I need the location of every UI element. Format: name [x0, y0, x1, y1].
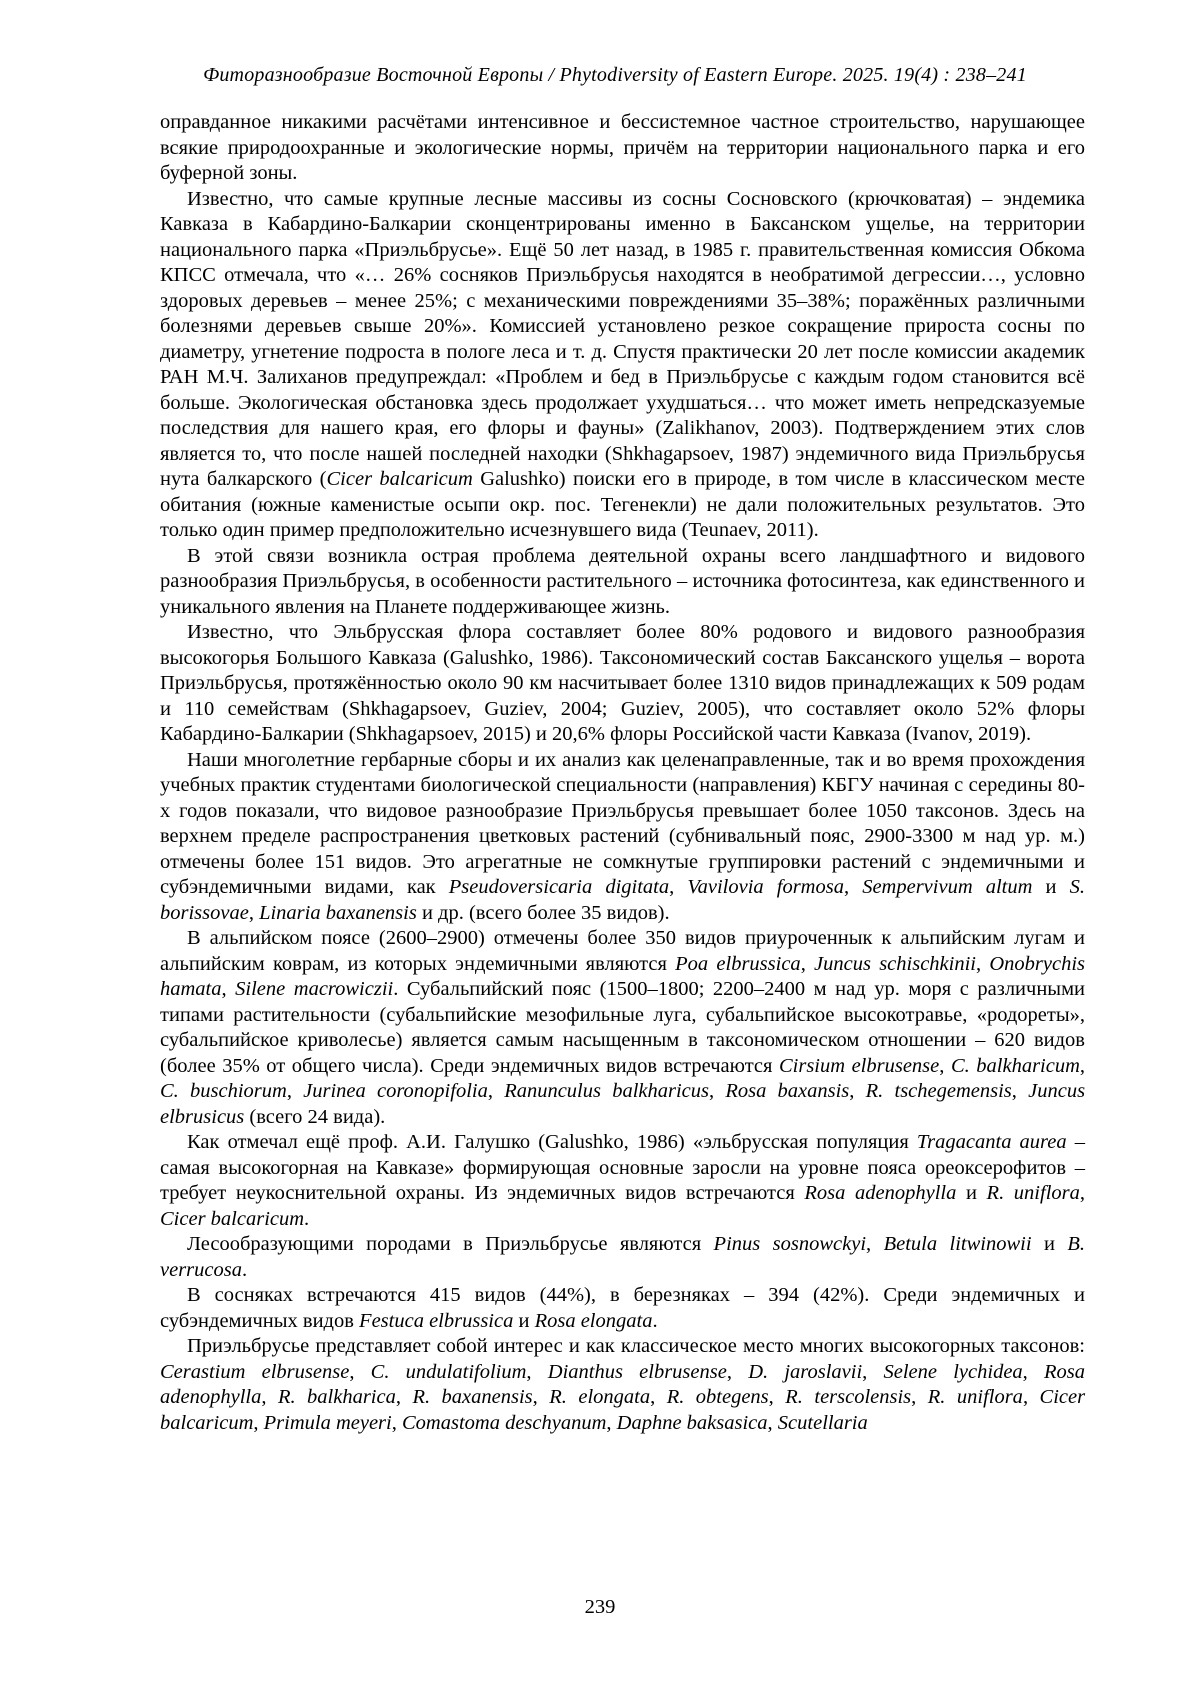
species-name-italic: Tragacanta aurea [916, 1131, 1067, 1153]
text-run: , [1022, 1360, 1045, 1383]
text-run: (всего 24 вида). [244, 1105, 386, 1128]
text-run: , [866, 1233, 884, 1255]
text-run: . Субальпийский пояс (1500–1800; 2200–2400 м над ур. моря с различными типами растительности (субальпийские мезофильные луга, субальпийское высокотравье, «родореты», субальпийское криволесье) является самым насыщенным в таксономическом отношении – 620 видов (более 35% от общего числа). Среди эндемичных видов встречаются [160, 978, 1086, 1077]
species-name-italic: C. undulatifolium [370, 1360, 527, 1383]
species-name-italic: R. tschegemensis [865, 1080, 1012, 1102]
text-run: Наши многолетние гербарные сборы и их анализ как целенаправленные, так и во время прохождения учебных практик студентами биологической специальности (направления) КБГУ начиная с середины 80-х годов показали, что видовое разнообразие Приэльбрусья превышает более 1050 таксонов. Здесь на верхнем пределе распространения цветковых растений (субнивальный пояс, 2900-3300 м над ур. м.) отмечены более 151 видов. Это агрегатные не сомкнутые группировки растений с эндемичными и субэндемичными видами, как [160, 748, 1085, 898]
paragraph [160, 544, 1085, 621]
text-run: , [849, 1080, 866, 1102]
species-name-italic: Onobrychis hamata [160, 952, 1086, 1000]
paragraph [160, 748, 1085, 927]
species-name-italic: Comastoma deschyanum [401, 1411, 607, 1434]
text-run: В альпийском поясе (2600–2900) отмечены более 350 видов приуроченнык к альпийским лугам и альпийским коврам, из которых эндемичными являются [160, 927, 1085, 975]
text-run: В этой связи возникла острая проблема деятельной охраны всего ландшафтного и видового разнообразия Приэльбрусья, в особенности растительного – источника фотосинтеза, как единственного и уникального явления на Планете поддерживающее жизнь. [160, 544, 1085, 618]
species-name-italic: R. uniflora [986, 1182, 1080, 1204]
text-run: , [708, 1080, 726, 1102]
species-name-italic: B. verrucosa [160, 1233, 1085, 1281]
text-run: . [241, 1258, 248, 1281]
species-name-italic: R. obtegens [666, 1386, 769, 1408]
species-name-italic: Rosa baxansis [725, 1080, 850, 1102]
species-name-italic: Dianthus elbrusense [547, 1360, 727, 1383]
species-name-italic: Linaria baxanensis [259, 901, 417, 924]
species-name-italic: Poa elbrussica [675, 952, 801, 975]
paragraph [160, 1334, 1085, 1436]
text-run: , [768, 1386, 786, 1408]
species-name-italic: Pinus sosnowckyi [713, 1233, 867, 1255]
paragraph [160, 1232, 1085, 1283]
text-run: , [526, 1360, 548, 1383]
text-run: и [1031, 1233, 1068, 1255]
text-run: , [767, 1411, 778, 1434]
text-run: – самая высокогорная на Кавказе» формирующая основные заросли на уровне пояса ореоксерофитов – требует неукоснительной охраны. Из эндемичных видов встречаются [160, 1131, 1086, 1204]
species-name-italic: R. uniflora [927, 1386, 1023, 1408]
text-run: Приэльбрусье представляет собой интерес и как классическое место многих высокогорных таксонов: [187, 1335, 1085, 1357]
species-name-italic: Rosa elongata [534, 1309, 653, 1332]
species-name-italic: Rosa adenophylla [160, 1360, 1086, 1408]
text-run: , [1011, 1080, 1029, 1102]
species-name-italic: Cirsium elbrusense [778, 1054, 940, 1077]
text-run: , [862, 1360, 884, 1383]
paragraph [160, 620, 1085, 748]
species-name-italic: Vavilovia formosa [687, 876, 844, 898]
species-name-italic: Sempervivum altum [862, 876, 1033, 898]
text-run: В сосняках встречаются 415 видов (44%), в березняках – 394 (42%). Среди эндемичных и субэндемичных видов [160, 1284, 1085, 1332]
species-name-italic: Rosa adenophylla [804, 1182, 957, 1204]
species-name-italic: Cicer balcaricum [326, 468, 473, 490]
text-run: , [1022, 1386, 1040, 1408]
species-name-italic: R. baxanensis [412, 1386, 533, 1408]
text-run: , [939, 1054, 951, 1077]
species-name-italic: Cicer balcaricum [160, 1207, 305, 1230]
text-run: , [726, 1360, 749, 1383]
species-name-italic: Primula meyeri [263, 1411, 392, 1434]
paragraph [160, 1283, 1085, 1334]
text-run: , [253, 1411, 264, 1434]
paragraph [160, 1130, 1085, 1232]
text-run: оправданное никакими расчётами интенсивное и бессистемное частное строительство, нарушающее всякие природоохранные и экологические нормы, причём на территории национального парка и его буферной зоны. [160, 111, 1085, 184]
species-name-italic: Scutellaria [777, 1411, 868, 1434]
text-run: , [669, 876, 688, 898]
species-name-italic: Daphne baksasica [616, 1411, 768, 1434]
species-name-italic: Ranunculus balkharicus [504, 1080, 709, 1102]
species-name-italic: Festuca elbrussica [359, 1309, 514, 1332]
text-run: Galushko) поиски его в природе, в том числе в классическом месте обитания (южные каменистые осыпи окр. пос. Тегенекли) не дали положительных результатов. Это только один пример предположительно исчезнувшего вида (Teunaev, 2011). [160, 468, 1085, 541]
page-number: 239 [584, 1596, 616, 1618]
text-run: , [286, 1080, 304, 1102]
text-run: , [248, 901, 260, 924]
text-run: . [304, 1207, 310, 1230]
species-name-italic: Silene macrowiczii [235, 978, 394, 1000]
text-run: , [800, 952, 815, 975]
text-run: , [1079, 1182, 1085, 1204]
text-run: Как отмечал ещё проф. А.И. Галушко (Galushko, 1986) «эльбрусская популяция [187, 1131, 917, 1153]
species-name-italic: Betula litwinowii [883, 1233, 1032, 1255]
text-run: , [843, 876, 863, 898]
text-run: , [395, 1386, 413, 1408]
text-run: и [956, 1182, 987, 1204]
species-name-italic: S. borissovae [160, 876, 1085, 924]
text-run: Известно, что Эльбрусская флора составляет более 80% родового и видового разнообразия высокогорья Большого Кавказа (Galushko, 1986). Таксономический состав Баксанского ущелья – ворота Приэльбрусья, протяжённостью около 90 км насчитывает более 1310 видов принадлежащих к 509 родам и 110 семействам (Shkhagapsoev, Guziev, 2004; Guziev, 2005), что составляет около 52% флоры Кабардино-Балкарии (Shkhagapsoev, 2015) и 20,6% флоры Российской части Кавказа (Ivanov, 2019). [160, 621, 1085, 745]
text-run: , [221, 978, 236, 1000]
species-name-italic: R. balkharica [277, 1386, 396, 1408]
species-name-italic: R. elongata [549, 1386, 651, 1408]
species-name-italic: Pseudoversicaria digitata [448, 876, 670, 898]
paragraph [160, 110, 1085, 187]
text-run: . [652, 1309, 658, 1332]
text-run: , [911, 1386, 928, 1408]
paragraph [160, 187, 1085, 544]
text-run: , [650, 1386, 667, 1408]
species-name-italic: D. jaroslavii [748, 1360, 863, 1383]
species-name-italic: Cerastium elbrusense [160, 1360, 350, 1383]
text-run: , [261, 1386, 278, 1408]
text-run: , [391, 1411, 402, 1434]
text-run: , [349, 1360, 371, 1383]
text-run: и др. (всего более 35 видов). [416, 901, 670, 924]
species-name-italic: Cicer balcaricum [160, 1386, 1086, 1434]
text-run: и [1032, 876, 1070, 898]
species-name-italic: C. balkharicum [950, 1054, 1080, 1077]
paragraph [160, 926, 1085, 1130]
species-name-italic: C. buschiorum [160, 1080, 287, 1102]
text-run: , [532, 1386, 550, 1408]
text-run: , [487, 1080, 505, 1102]
text-run: Известно, что самые крупные лесные массивы из сосны Сосновского (крючковатая) – эндемика Кавказа в Кабардино-Балкарии сконцентрированы именно в Баксанском ущелье, на территории национального парка «Приэльбрусье». Ещё 50 лет назад, в 1985 г. правительственная комиссия Обкома КПСС отмечала, что «… 26% сосняков Приэльбрусья находятся в необратимой дегрессии…, условно здоровых деревьев – менее 25%; с механическими повреждениями 35–38%; поражённых различными болезнями деревьев свыше 20%». Комиссией установлено резкое сокращение прироста сосны по диаметру, угнетение подроста в пологе леса и т. д. Спустя практически 20 лет после комиссии академик РАН М.Ч. Залиханов предупреждал: «Проблем и бед в Приэльбрусье с каждым годом становится всё больше. Экологическая обстановка здесь продолжает ухудшаться… что может иметь непредсказуемые последствия для нашего края, его флоры и фауны» (Zalikhanov, 2003). Подтверждением этих слов является то, что после нашей последней находки (Shkhagapsoev, 1987) эндемичного вида Приэльбрусья нута балкарского ( [160, 187, 1085, 490]
species-name-italic: R. terscolensis [785, 1386, 912, 1408]
journal-running-head: Фиторазнообразие Восточной Европы / Phytodiversity of Eastern Europe. 2025. 19(4) : 238–241 [203, 64, 1027, 86]
species-name-italic: Juncus elbrusicus [160, 1080, 1086, 1128]
text-run: , [976, 952, 990, 975]
text-run: и [513, 1309, 535, 1332]
species-name-italic: Juncus schischkinii [814, 952, 976, 975]
text-run: , [1079, 1054, 1086, 1077]
text-run: , [606, 1411, 617, 1434]
article-body [160, 110, 1085, 1436]
text-run: Лесообразующими породами в Приэльбрусье являются [187, 1233, 714, 1255]
species-name-italic: Jurinea coronopifolia [303, 1080, 488, 1102]
species-name-italic: Selene lychidea [883, 1360, 1023, 1383]
